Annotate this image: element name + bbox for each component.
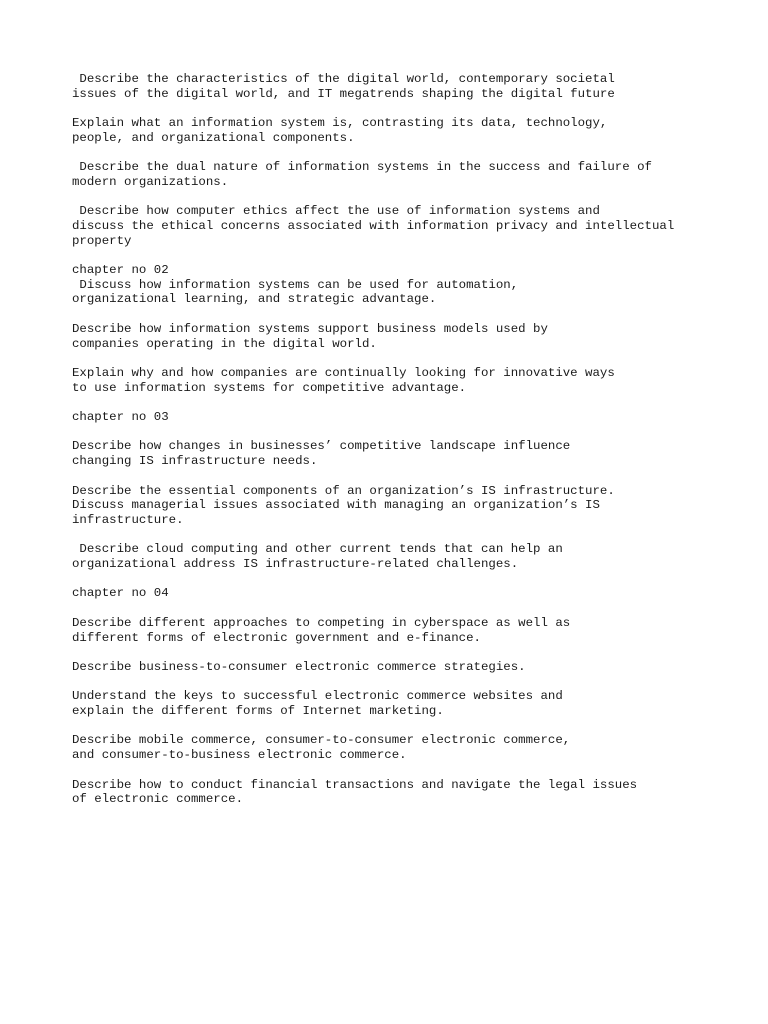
text-line: people, and organizational components. [72,130,355,145]
paragraph [72,72,712,101]
paragraph [72,778,712,807]
text-line: Explain what an information system is, contrasting its data, technology, [72,116,608,131]
text-line: explain the different forms of Internet marketing. [72,704,444,719]
text-line: Describe how to conduct financial transactions and navigate the legal issues [72,777,638,792]
paragraph [72,616,712,645]
text-line: property [72,233,132,248]
text-line: modern organizations. [72,174,229,189]
text-line: different forms of electronic government and e-finance. [72,630,481,645]
text-line: chapter no 04 [72,586,169,601]
text-line: Describe the dual nature of information systems in the success and failure of [72,160,652,175]
text-line: of electronic commerce. [72,792,244,807]
text-line: Discuss how information systems can be used for automation, [72,277,519,292]
text-line: issues of the digital world, and IT megatrends shaping the digital future [72,86,615,101]
text-line: Describe the essential components of an organization’s IS infrastructure. [72,483,615,498]
text-line: Describe different approaches to competing in cyberspace as well as [72,615,571,630]
text-line: and consumer-to-business electronic commerce. [72,748,407,763]
text-line: Describe how computer ethics affect the use of information systems and [72,204,600,219]
text-line: Describe the characteristics of the digital world, contemporary societal [72,72,615,86]
paragraph [72,366,712,395]
text-line: companies operating in the digital world. [72,336,377,351]
text-line: organizational learning, and strategic advantage. [72,292,437,307]
text-line: chapter no 02 [72,263,169,278]
text-line: to use information systems for competitive advantage. [72,380,467,395]
paragraph [72,160,712,189]
paragraph [72,484,712,528]
paragraph [72,204,712,248]
text-line: Describe how changes in businesses’ competitive landscape influence [72,439,571,454]
text-line: Understand the keys to successful electronic commerce websites and [72,689,563,704]
text-line: Describe how information systems support business models used by [72,321,548,336]
paragraph [72,322,712,351]
text-line: Describe cloud computing and other current tends that can help an [72,542,563,557]
text-line: Discuss managerial issues associated with managing an organization’s IS [72,498,600,513]
text-line: infrastructure. [72,512,184,527]
text-line: discuss the ethical concerns associated with information privacy and intellectual [72,218,675,233]
paragraph [72,733,712,762]
text-line: Describe business-to-consumer electronic commerce strategies. [72,659,526,674]
text-line: chapter no 03 [72,410,169,425]
text-line: Describe mobile commerce, consumer-to-consumer electronic commerce, [72,733,571,748]
paragraph [72,439,712,468]
paragraph [72,410,712,425]
text-line: changing IS infrastructure needs. [72,454,318,469]
paragraph [72,660,712,675]
paragraph [72,263,712,307]
document-body [72,72,712,822]
paragraph [72,542,712,571]
text-line: Explain why and how companies are continually looking for innovative ways [72,365,615,380]
paragraph [72,586,712,601]
paragraph [72,689,712,718]
paragraph [72,116,712,145]
text-line: organizational address IS infrastructure-related challenges. [72,557,519,572]
